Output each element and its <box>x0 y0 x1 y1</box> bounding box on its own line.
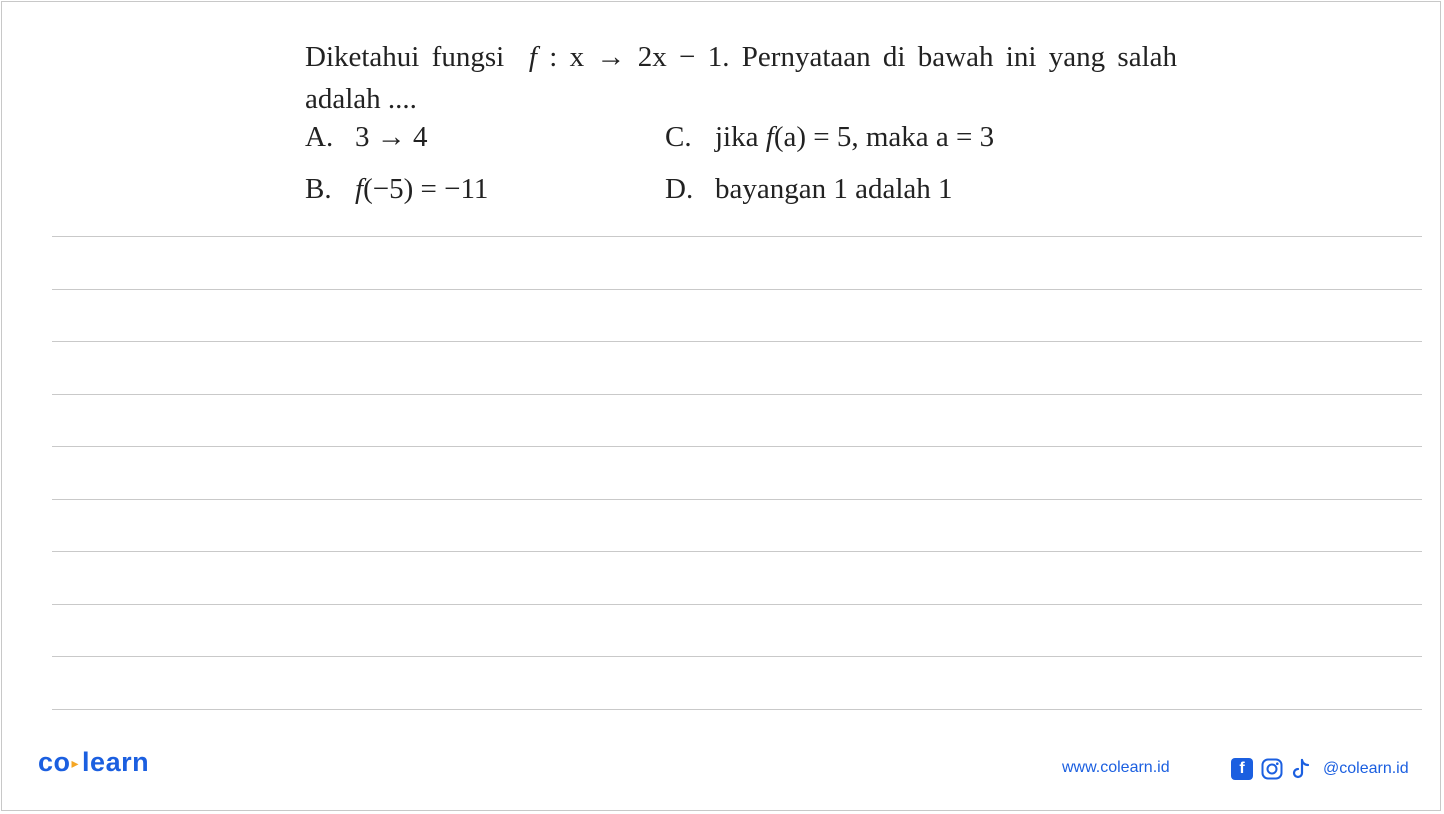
option-text: bayangan 1 adalah 1 <box>715 173 953 205</box>
logo-arrow-icon: ▸ <box>71 755 80 772</box>
ruled-line <box>52 656 1422 657</box>
option-text: 3 → 4 <box>355 121 428 153</box>
ruled-line <box>52 446 1422 447</box>
question-intro: Diketahui fungsi <box>305 41 505 73</box>
option-b[interactable] <box>305 168 488 210</box>
option-letter: A. <box>305 121 334 153</box>
option-function: f <box>355 173 364 205</box>
option-text-pre: jika <box>715 121 766 153</box>
option-d[interactable] <box>665 168 953 210</box>
ruled-line <box>52 236 1422 237</box>
facebook-icon[interactable]: f <box>1231 758 1253 780</box>
website-link[interactable]: www.colearn.id <box>1062 759 1170 776</box>
option-function: f <box>765 121 774 153</box>
option-text-post: (−5) = −11 <box>363 173 489 205</box>
ruled-line <box>52 289 1422 290</box>
social-handle[interactable]: @colearn.id <box>1323 760 1409 777</box>
logo-co: co <box>38 747 71 777</box>
ruled-line <box>52 604 1422 605</box>
option-letter: D. <box>665 173 694 205</box>
ruled-line <box>52 499 1422 500</box>
option-a[interactable] <box>305 116 428 158</box>
ruled-line <box>52 394 1422 395</box>
instagram-icon[interactable] <box>1261 758 1283 780</box>
option-text-post: (a) = 5, maka a = 3 <box>773 121 995 153</box>
question-function: f : x → 2x − 1 <box>528 41 723 73</box>
option-letter: B. <box>305 173 332 205</box>
option-c[interactable] <box>665 116 994 158</box>
colearn-logo[interactable] <box>38 747 149 778</box>
social-links <box>1231 757 1409 781</box>
tiktok-icon[interactable] <box>1291 758 1313 780</box>
question-text <box>305 36 1177 120</box>
logo-learn: learn <box>82 747 150 777</box>
ruled-line <box>52 341 1422 342</box>
question-statement: . Pernyataan di bawah ini yang salah adalah .... <box>305 41 1178 115</box>
ruled-line <box>52 551 1422 552</box>
ruled-line <box>52 709 1422 710</box>
option-letter: C. <box>665 121 692 153</box>
